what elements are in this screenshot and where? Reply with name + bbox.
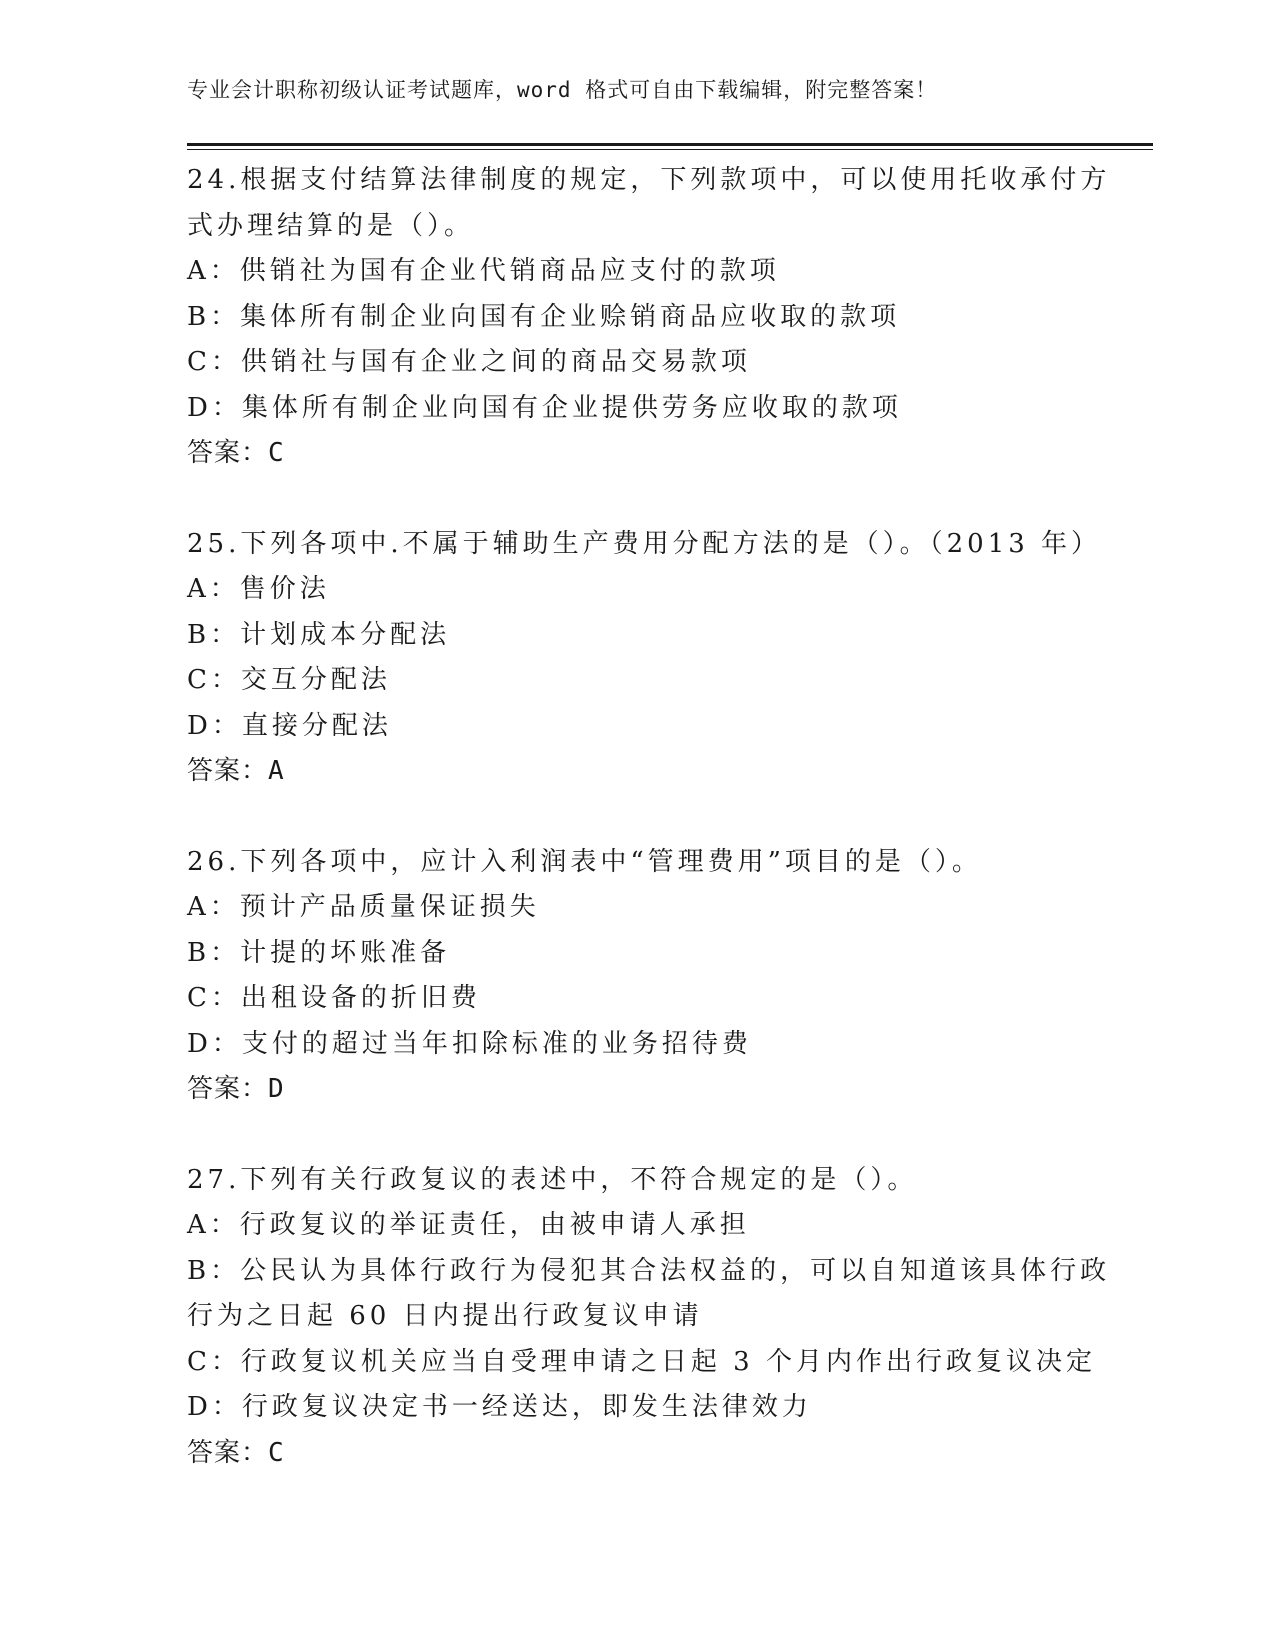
answer-option: B：公民认为具体行政行为侵犯其合法权益的，可以自知道该具体行政 bbox=[187, 1255, 1111, 1286]
answer-key: 答案：A bbox=[187, 756, 285, 786]
question-stem: 式办理结算的是（）。 bbox=[187, 210, 475, 241]
question-block bbox=[187, 840, 1087, 1113]
question-stem: 25.下列各项中.不属于辅助生产费用分配方法的是（）。（2013 年） bbox=[187, 528, 1102, 559]
answer-option: D：集体所有制企业向国有企业提供劳务应收取的款项 bbox=[187, 392, 902, 423]
answer-option: B：集体所有制企业向国有企业赊销商品应收取的款项 bbox=[187, 301, 901, 332]
question-block bbox=[187, 158, 1111, 477]
answer-key: 答案：D bbox=[187, 1074, 285, 1104]
answer-option: D：行政复议决定书一经送达，即发生法律效力 bbox=[187, 1392, 812, 1422]
question-stem: 26.下列各项中，应计入利润表中“管理费用”项目的是（）。 bbox=[187, 846, 982, 877]
answer-option: B：计提的坏账准备 bbox=[187, 937, 451, 968]
answer-key: 答案：C bbox=[187, 1437, 285, 1468]
answer-key: 答案：C bbox=[187, 438, 285, 468]
answer-option: C：交互分配法 bbox=[187, 665, 391, 695]
answer-option: B：计划成本分配法 bbox=[187, 619, 451, 650]
answer-option: C：供销社与国有企业之间的商品交易款项 bbox=[187, 347, 751, 377]
answer-option: D：支付的超过当年扣除标准的业务招待费 bbox=[187, 1028, 752, 1059]
answer-option: D：直接分配法 bbox=[187, 710, 392, 741]
question-block bbox=[187, 522, 1102, 795]
page-header: 专业会计职称初级认证考试题库，word 格式可自由下载编辑，附完整答案！ bbox=[187, 78, 938, 102]
answer-option: C：行政复议机关应当自受理申请之日起 3 个月内作出行政复议决定 bbox=[187, 1346, 1096, 1377]
header-rule-thick bbox=[187, 143, 1153, 146]
answer-option: A：供销社为国有企业代销商品应支付的款项 bbox=[187, 256, 780, 286]
header-rule-thin bbox=[187, 149, 1153, 150]
answer-option: A：预计产品质量保证损失 bbox=[187, 892, 540, 922]
answer-option: C：出租设备的折旧费 bbox=[187, 983, 481, 1013]
question-stem: 27.下列有关行政复议的表述中，不符合规定的是（）。 bbox=[187, 1164, 918, 1195]
question-list bbox=[187, 158, 1111, 1521]
question-stem: 24.根据支付结算法律制度的规定，下列款项中，可以使用托收承付方 bbox=[187, 165, 1111, 195]
answer-option: 行为之日起 60 日内提出行政复议申请 bbox=[187, 1301, 703, 1331]
question-block bbox=[187, 1158, 1111, 1477]
answer-option: A：售价法 bbox=[187, 574, 330, 604]
answer-option: A：行政复议的举证责任，由被申请人承担 bbox=[187, 1210, 750, 1240]
